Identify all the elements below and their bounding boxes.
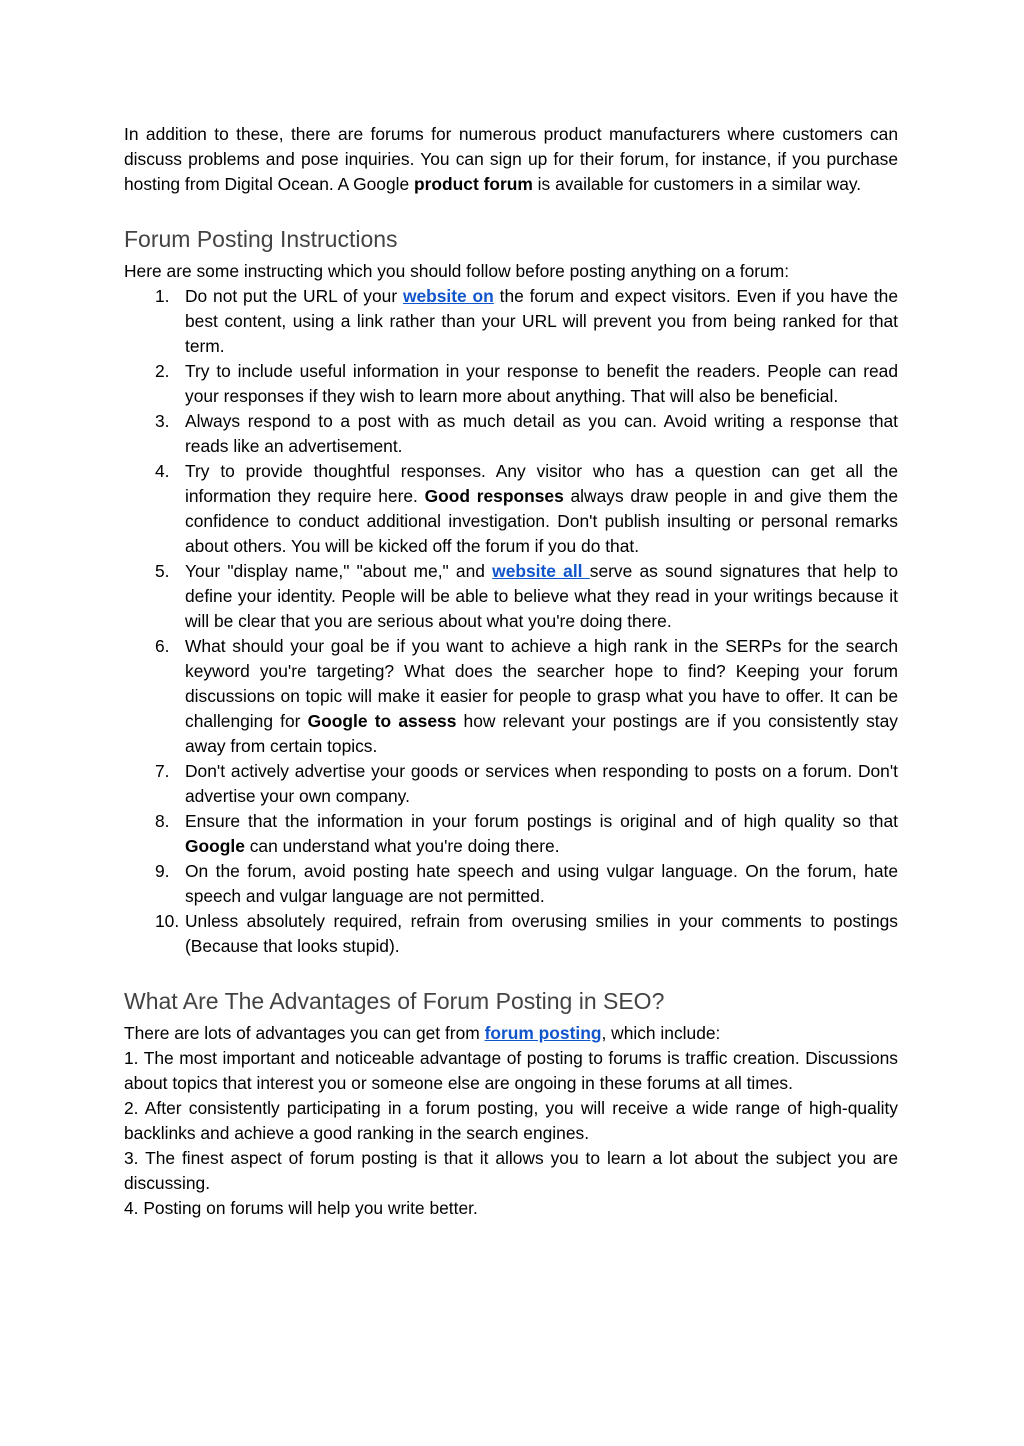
instructions-lead: Here are some instructing which you should follow before posting anything on a forum: xyxy=(124,261,790,281)
list-item: 1. Do not put the URL of your website on the forum and expect visitors. Even if you have the best content, using a link rather than your URL will prevent you from being ranked for that term. xyxy=(155,286,899,356)
link-website-on[interactable]: website on xyxy=(402,286,494,306)
advantage-point: 4. Posting on forums will help you write better. xyxy=(124,1198,478,1218)
advantage-point: 2. After consistently participating in a forum posting, you will receive a wide range of high-quality backlinks and achieve a good ranking in the search engines. xyxy=(124,1098,898,1143)
list-item: 8. Ensure that the information in your forum postings is original and of high quality so that Google can understand what you're doing there. xyxy=(155,811,898,856)
bold-good-responses: Good responses xyxy=(424,486,564,506)
instructions-list xyxy=(124,284,898,959)
list-item: 6. What should your goal be if you want to achieve a high rank in the SERPs for the search keyword you're targeting? What does the searcher hope to find? Keeping your forum discussions on topic will make it easier for people to grasp what you have to offer. It can be challenging for Google to assess how relevant your postings are if you consistently stay away from certain topics. xyxy=(155,636,899,756)
advantage-point: 1. The most important and noticeable advantage of posting to forums is traffic creation. Discussions about topics that interest you or someone else are ongoing in these forums at all times. xyxy=(124,1048,898,1093)
intro-paragraph: In addition to these, there are forums for numerous product manufacturers where customers can discuss problems and pose inquiries. You can sign up for their forum, for instance, if you purchase hosting from Digital Ocean. A Google product forum is available for customers in a similar way. xyxy=(124,124,898,194)
list-item: 10. Unless absolutely required, refrain from overusing smilies in your comments to postings (Because that looks stupid). xyxy=(155,911,898,956)
bold-google: Google xyxy=(185,836,245,856)
list-item: 7. Don't actively advertise your goods or services when responding to posts on a forum. Don't advertise your own company. xyxy=(155,761,898,806)
heading-advantages: What Are The Advantages of Forum Posting in SEO? xyxy=(124,988,665,1014)
bold-product-forum: product forum xyxy=(414,174,533,194)
list-item: 5. Your "display name," "about me," and website all serve as sound signatures that help to define your identity. People will be able to believe what they read in your writings because it will be clear that you are serious about what you're doing there. xyxy=(155,561,898,631)
list-item: 4. Try to provide thoughtful responses. Any visitor who has a question can get all the information they require here. Good responses always draw people in and give them the confidence to conduct additional investigation. Don't publish insulting or personal remarks about others. You will be kicked off the forum if you do that. xyxy=(155,461,898,556)
list-item: 2. Try to include useful information in your response to benefit the readers. People can read your responses if they wish to learn more about anything. That will also be beneficial. xyxy=(155,361,898,406)
advantage-point: 3. The finest aspect of forum posting is that it allows you to learn a lot about the subject you are discussing. xyxy=(124,1148,898,1193)
document-page xyxy=(124,122,898,1221)
advantages-lead: There are lots of advantages you can get from forum posting, which include: xyxy=(124,1023,721,1043)
list-item: 3. Always respond to a post with as much detail as you can. Avoid writing a response that reads like an advertisement. xyxy=(155,411,898,456)
link-forum-posting[interactable]: forum posting xyxy=(484,1023,602,1043)
heading-forum-posting-instructions: Forum Posting Instructions xyxy=(124,226,398,252)
bold-google-to-assess: Google to assess xyxy=(307,711,457,731)
list-item: 9. On the forum, avoid posting hate speech and using vulgar language. On the forum, hate speech and vulgar language are not permitted. xyxy=(155,861,898,906)
link-website-all[interactable]: website all xyxy=(492,561,590,581)
